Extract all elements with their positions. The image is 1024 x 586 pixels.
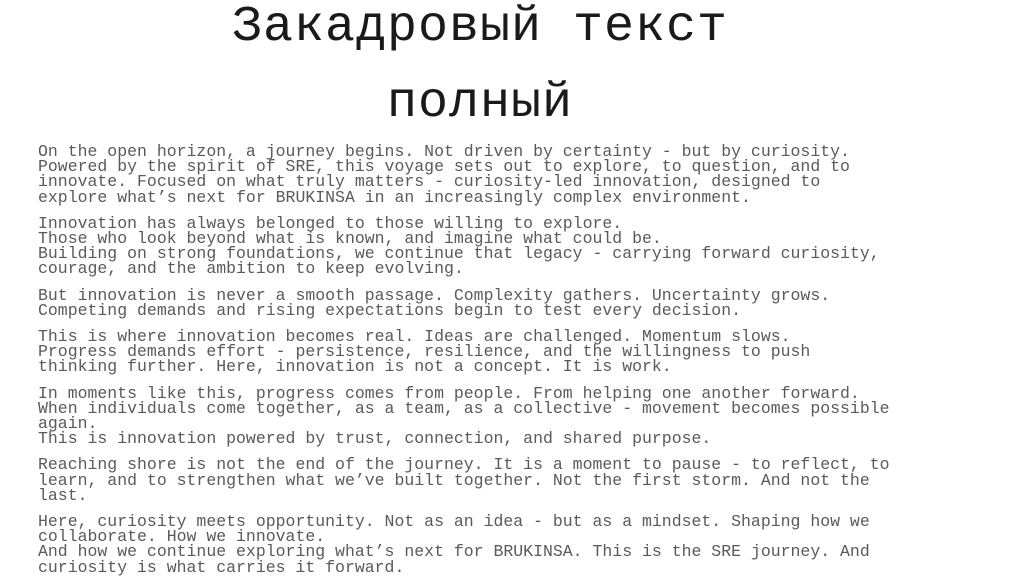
text-line: thinking further. Here, innovation is not a concept. It is work. — [38, 357, 672, 377]
paragraph-2 — [38, 213, 998, 279]
voiceover-script — [38, 144, 998, 586]
text-line: In moments like this, progress comes from people. From helping one another forward. — [38, 383, 860, 403]
text-line: innovate. Focused on what truly matters - curiosity-led innovation, designed to — [38, 172, 821, 192]
text-line: Here, curiosity meets opportunity. Not as an idea - but as a mindset. Shaping how we — [38, 512, 870, 532]
text-line: And how we continue exploring what’s next for BRUKINSA. This is the SRE journey. And — [38, 542, 870, 562]
text-line: Competing demands and rising expectations begin to test every decision. — [38, 300, 742, 320]
text-line: Innovation has always belonged to those willing to explore. — [38, 213, 623, 233]
text-line: Those who look beyond what is known, and imagine what could be. — [38, 229, 662, 249]
paragraph-1 — [38, 144, 998, 205]
paragraph-6 — [38, 457, 998, 503]
text-line: But innovation is never a smooth passage. Complexity gathers. Uncertainty grows. — [38, 285, 831, 305]
paragraph-7 — [38, 514, 998, 575]
text-line: Building on strong foundations, we continue that legacy - carrying forward curiosity, — [38, 244, 880, 264]
text-line: courage, and the ambition to keep evolving. — [38, 259, 464, 279]
slide-title-line-2: полный — [386, 75, 574, 132]
text-line: explore what’s next for BRUKINSA in an increasingly complex environment. — [38, 187, 751, 207]
text-line: last. — [38, 485, 88, 505]
slide-title-line-1: Закадровый текст — [231, 0, 729, 56]
text-line: Reaching shore is not the end of the journey. It is a moment to pause - to reflect, to — [38, 455, 890, 475]
paragraph-3 — [38, 285, 998, 320]
text-line: Progress demands effort - persistence, resilience, and the willingness to push — [38, 342, 811, 362]
text-line: collaborate. How we innovate. — [38, 527, 326, 547]
text-line: Powered by the spirit of SRE, this voyage sets out to explore, to question, and to — [38, 157, 850, 177]
text-line: learn, and to strengthen what we’ve built together. Not the first storm. And not the — [38, 470, 870, 490]
text-line: On the open horizon, a journey begins. Not driven by certainty - but by curiosity. — [38, 142, 850, 161]
paragraph-4 — [38, 329, 998, 375]
text-line: This is where innovation becomes real. Ideas are challenged. Momentum slows. — [38, 327, 791, 347]
paragraph-5 — [38, 383, 998, 449]
slide-title — [0, 0, 960, 132]
text-line: This is innovation powered by trust, connection, and shared purpose. — [38, 429, 712, 449]
text-line: curiosity is what carries it forward. — [38, 557, 405, 577]
text-line: When individuals come together, as a team, as a collective - movement becomes possible — [38, 398, 890, 418]
text-line: again. — [38, 414, 98, 434]
